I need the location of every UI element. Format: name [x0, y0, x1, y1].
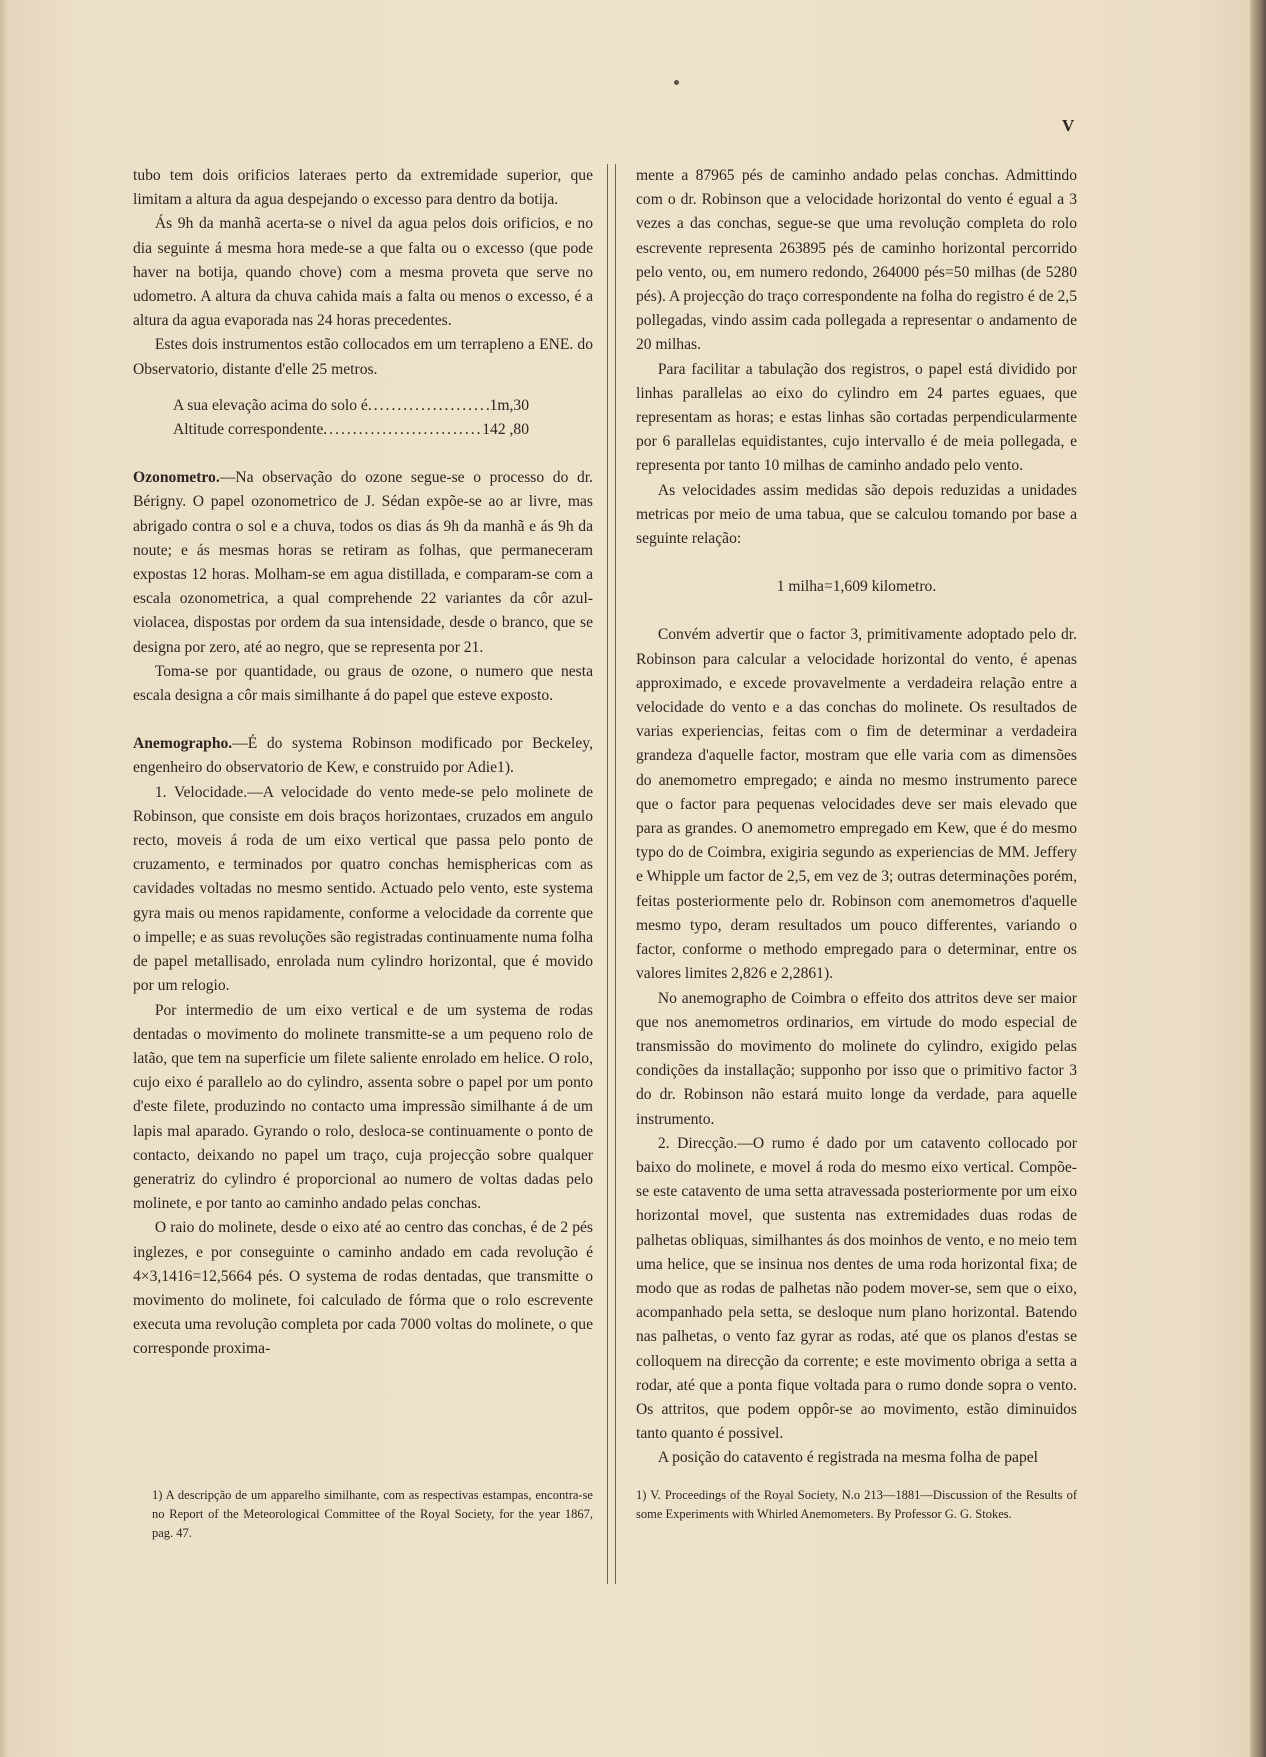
- left-column: [133, 164, 593, 1362]
- measure-label: Altitude correspondente: [173, 421, 324, 439]
- paragraph-anemographo: [133, 732, 593, 780]
- subsection-text: —A velocidade do vento mede-se pelo molinete de Robinson, que consiste em dois braços horizontaes, cruzados em angulo recto, moveis á roda de um eixo vertical que passa pelo ponto de cruzamento, e terminados por quatro conchas hemisphericas com as cavidades voltadas no mesmo sentido. Actuado pelo vento, este systema gyra mais ou menos rapidamente, conforme a velocidade da corrente que o impelle; e as suas revoluções são registradas continuamente numa folha de papel metallisado, enrolada num cylindro horizontal, que é movido por um relogio.: [133, 783, 594, 995]
- measure-row-altitude: [173, 418, 529, 442]
- measure-label: A sua elevação acima do solo é: [173, 396, 368, 414]
- section-heading: Ozonometro.: [133, 469, 220, 487]
- paragraph-ozonometro: [133, 466, 593, 660]
- paragraph: Para facilitar a tabulação dos registros, o papel está dividido por linhas parallelas ao eixo do cylindro em 24 partes eguaes, que representam as horas; e estas linhas são cortadas perpendicularmente por 6 parallelas equidistantes, cujo intervallo é de meia pollegada, e representa por tanto 10 milhas de caminho andado pelo vento.: [636, 360, 1077, 475]
- measure-row-elevation: [173, 394, 529, 418]
- ink-dot: [674, 80, 679, 85]
- paragraph: Convém advertir que o factor 3, primitivamente adoptado pelo dr. Robinson para calcular a velocidade horizontal do vento, é apenas approximado, e excede provavelmente a verdadeira relação entre a velocidade do vento e a das conchas do molinete. Os resultados de varias experiencias, feitas com o fim de determinar a verdadeira grandeza d'aquelle factor, mostram que elle varia com as dimensões do anemometro empregado; e ainda no mesmo instrumento parece que o factor para pequenas velocidades deve ser mais elevado que para as grandes. O anemometro empregado em Kew, que é do mesmo typo do de Coimbra, exigiria segundo as experiencias de MM. Jeffery e Whipple um factor de 2,5, em vez de 3; outras determinações porém, feitas posteriormente pelo dr. Robinson com anemometros d'aquelle mesmo typo, deram resultados um pouco differentes, variando o factor, conforme o methodo empregado para o determinar, entre os valores limites 2,826 e 2,2861).: [636, 626, 1077, 983]
- footnote-right: [636, 1486, 1077, 1524]
- paragraph: As velocidades assim medidas são depois reduzidas a unidades metricas por meio de uma tabua, que se calculou tomando por base a seguinte relação:: [636, 481, 1077, 548]
- subsection-text: —O rumo é dado por um catavento collocado por baixo do molinete, e movel á roda do mesmo eixo vertical. Compõe-se este catavento de uma setta atravessada posteriormente por um eixo horizontal movel, que sustenta nas extremidades duas rodas de palhetas obliquas, similhantes ás dos moinhos de vento, e no meio tem uma helice, que se insinua nos dentes de uma roda horizontal fixa; de modo que as rodas de palhetas não podem mover-se, sem que o eixo, acompanhado pela setta, se desloque num plano horizontal. Batendo nas palhetas, o vento faz gyrar as rodas, até que os planos d'estas se colloquem na direcção da corrente; e este movimento obriga a setta a rodar, até que a ponta fique voltada para o rumo donde sopra o vento. Os attritos, que podem oppôr-se ao movimento, estão diminuidos tanto quanto é possivel.: [636, 1134, 1077, 1443]
- paragraph: No anemographo de Coimbra o effeito dos attritos deve ser maior que nos anemometros ordinarios, em virtude do modo especial de transmissão do movimento do molinete do cylindro, exigido pelas condições da installação; supponho por isso que o primitivo factor 3 do dr. Robinson não estará muito longe da verdade, para aquelle instrumento.: [636, 989, 1077, 1128]
- right-column: [636, 164, 1077, 1471]
- measure-value: 1m,30: [489, 396, 529, 414]
- page-number: V: [1062, 116, 1076, 135]
- footnote-text: 1) A descripção de um apparelho similhante, com as respectivas estampas, encontra-se no Report of the Meteorological Committee of the Royal Society, for the year 1867, pag. 47.: [152, 1488, 593, 1540]
- page-left-edge: [0, 0, 8, 1757]
- column-rule: [607, 164, 616, 1584]
- paragraph: Ás 9h da manhã acerta-se o nivel da agua pelos dois orificios, e no dia seguinte á mesma hora mede-se a que falta ou o excesso (que pode haver na botija, quando chove) com a mesma proveta que serve no udometro. A altura da chuva cahida mais a falta ou menos o excesso, é a altura da agua evaporada nas 24 horas precedentes.: [133, 215, 593, 330]
- paragraph: Toma-se por quantidade, ou graus de ozone, o numero que nesta escala designa a côr mais similhante á do papel que esteve exposto.: [133, 662, 593, 705]
- paragraph: O raio do molinete, desde o eixo até ao centro das conchas, é de 2 pés inglezes, e por conseguinte o caminho andado em cada revolução é 4×3,1416=12,5664 pés. O systema de rodas dentadas, que transmitte o movimento do molinete, foi calculado de fórma que o rolo escrevente executa uma revolução completa por cada 7000 voltas do molinete, o que corresponde proxima-: [133, 1219, 593, 1358]
- section-text: —Na observação do ozone segue-se o processo do dr. Bérigny. O papel ozonometrico de J. Sédan expõe-se ao ar livre, mas abrigado contra o sol e a chuva, todos os dias ás 9h da manhã e ás 9h da noute; e ás mesmas horas se retiram as folhas, que permaneceram expostas 12 horas. Molham-se em agua distillada, e comparam-se com a escala ozonometrica, a qual comprehende 22 variantes da côr azul-violacea, dispostas por ordem da sua intensidade, desde o branco, que se designa por zero, até ao negro, que se representa por 21.: [133, 469, 593, 656]
- dot-leader: [323, 418, 482, 442]
- paragraph: Estes dois instrumentos estão collocados em um terrapleno a ENE. do Observatorio, distante d'elle 25 metros.: [133, 336, 593, 378]
- footnote-text: 1) V. Proceedings of the Royal Society, N.o 213—1881—Discussion of the Results of some Experiments with Whirled Anemometers. By Professor G. G. Stokes.: [636, 1488, 1077, 1521]
- paragraph: Por intermedio de um eixo vertical e de um systema de rodas dentadas o movimento do molinete transmitte-se a um pequeno rolo de latão, que tem na superficie um filete saliente enrolado em helice. O rolo, cujo eixo é parallelo ao do cylindro, assenta sobre o papel por um ponto d'este filete, produzindo no contacto uma impressão similhante á de um lapis mal aparado. Gyrando o rolo, desloca-se continuamente o ponto de contacto, deixando no papel um traço, cuja projecção sobre qualquer generatriz do cylindro é proporcional ao numero de voltas dadas pelo molinete, e por tanto ao caminho andado pelas conchas.: [133, 1001, 593, 1213]
- paragraph-velocidade: [133, 781, 593, 999]
- paragraph: tubo tem dois orificios lateraes perto da extremidade superior, que limitam a altura da agua despejando o excesso para dentro da botija.: [133, 167, 593, 209]
- paragraph: mente a 87965 pés de caminho andado pelas conchas. Admittindo com o dr. Robinson que a velocidade horizontal do vento é egual a 3 vezes a das conchas, segue-se que uma revolução completa do rolo escrevente representa 263895 pés de caminho horizontal percorrido pelo vento, ou, em numero redondo, 264000 pés=50 milhas (de 5280 pés). A projecção do traço correspondente na folha do registro é de 2,5 pollegadas, vindo assim cada pollegada a representar o andamento de 20 milhas.: [636, 167, 1077, 354]
- footnote-left: [152, 1486, 593, 1543]
- subsection-label: 2. Direcção.: [657, 1134, 738, 1152]
- paragraph: A posição do catavento é registrada na mesma folha de papel: [657, 1449, 1038, 1467]
- section-heading: Anemographo.: [133, 735, 233, 753]
- paragraph-direccao: [636, 1132, 1077, 1447]
- section-text: —É do systema Robinson modificado por Beckeley, engenheiro do observatorio de Kew, e construido por Adie1).: [133, 735, 593, 777]
- measure-value: 142 ,80: [482, 421, 529, 439]
- dot-leader: [368, 394, 490, 418]
- subsection-label: 1. Velocidade.: [154, 783, 248, 801]
- formula: 1 milha=1,609 kilometro.: [776, 578, 937, 596]
- page-right-edge: [1250, 0, 1266, 1757]
